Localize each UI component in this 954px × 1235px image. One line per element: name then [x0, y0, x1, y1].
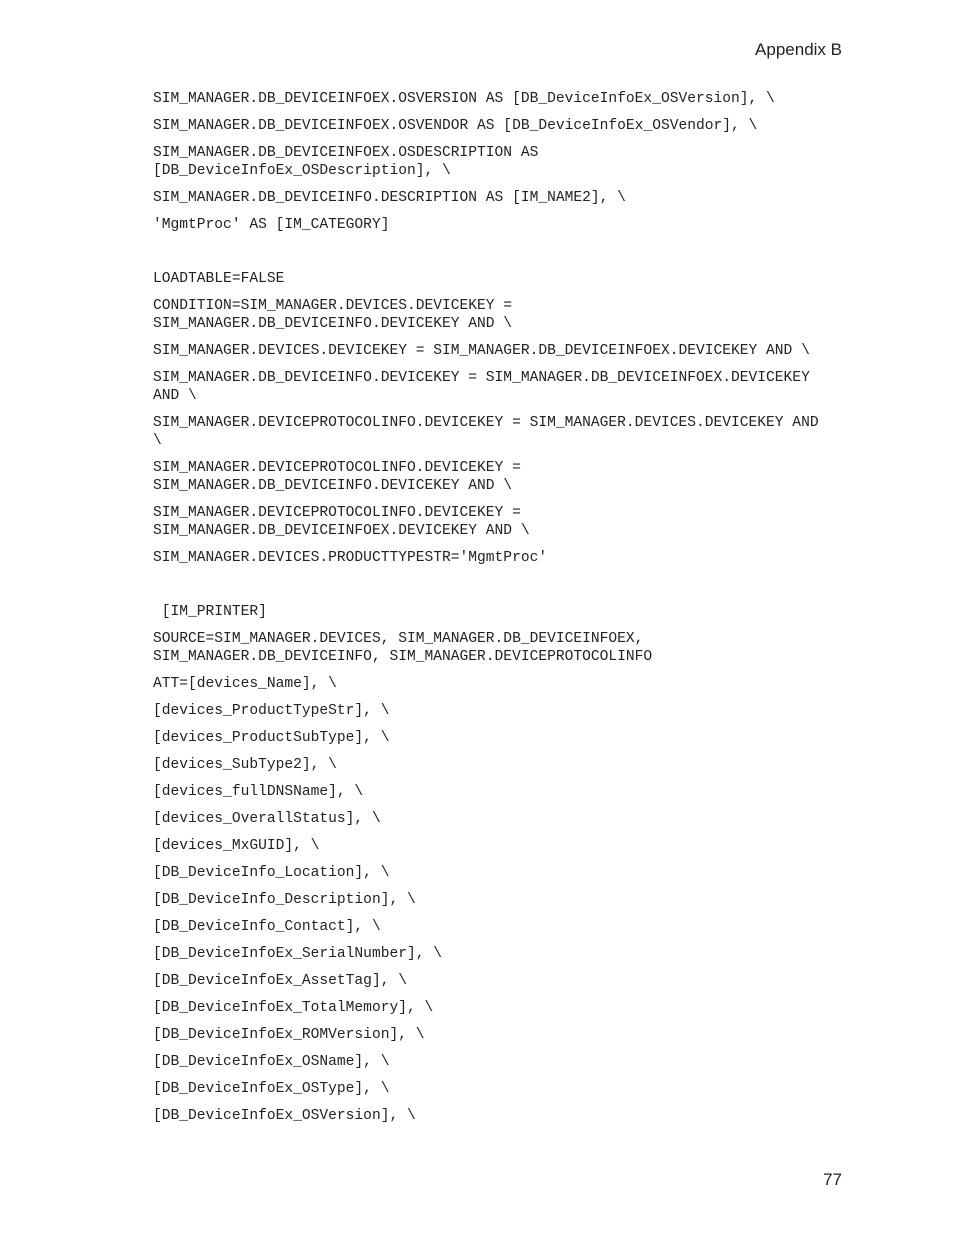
- code-line: SIM_MANAGER.DB_DEVICEINFOEX.OSVERSION AS [DB_DeviceInfoEx_OSVersion], \: [153, 91, 775, 107]
- code-line: [DB_DeviceInfo_Contact], \: [153, 919, 381, 935]
- blank-line: [153, 243, 873, 261]
- code-line: SIM_MANAGER.DB_DEVICEINFOEX.OSVENDOR AS [DB_DeviceInfoEx_OSVendor], \: [153, 118, 758, 134]
- code-line: SIM_MANAGER.DEVICEPROTOCOLINFO.DEVICEKEY = SIM_MANAGER.DB_DEVICEINFO.DEVICEKEY AND \: [153, 460, 521, 494]
- code-line: [DB_DeviceInfoEx_SerialNumber], \: [153, 946, 443, 962]
- code-line: [DB_DeviceInfoEx_AssetTag], \: [153, 973, 407, 989]
- code-line: [DB_DeviceInfo_Location], \: [153, 865, 390, 881]
- code-line: [devices_OverallStatus], \: [153, 811, 381, 827]
- section-heading: [IM_PRINTER]: [153, 604, 267, 620]
- code-line: [DB_DeviceInfoEx_OSType], \: [153, 1081, 390, 1097]
- blank-line: [153, 576, 873, 594]
- code-line: [DB_DeviceInfoEx_ROMVersion], \: [153, 1027, 425, 1043]
- page-number: 77: [823, 1170, 842, 1189]
- code-listing: [153, 90, 873, 1134]
- code-line: [devices_ProductTypeStr], \: [153, 703, 390, 719]
- code-line: SIM_MANAGER.DEVICES.DEVICEKEY = SIM_MANAGER.DB_DEVICEINFOEX.DEVICEKEY AND \: [153, 343, 810, 359]
- code-line: SIM_MANAGER.DB_DEVICEINFO.DEVICEKEY = SIM_MANAGER.DB_DEVICEINFOEX.DEVICEKEY AND \: [153, 370, 810, 404]
- code-line: ATT=[devices_Name], \: [153, 676, 337, 692]
- code-line: SIM_MANAGER.DB_DEVICEINFO.DESCRIPTION AS [IM_NAME2], \: [153, 190, 626, 206]
- code-line: SIM_MANAGER.DEVICEPROTOCOLINFO.DEVICEKEY = SIM_MANAGER.DB_DEVICEINFOEX.DEVICEKEY AND \: [153, 505, 530, 539]
- code-line: [devices_fullDNSName], \: [153, 784, 364, 800]
- code-line: [devices_ProductSubType], \: [153, 730, 390, 746]
- code-line: [DB_DeviceInfoEx_TotalMemory], \: [153, 1000, 434, 1016]
- code-line: [DB_DeviceInfoEx_OSName], \: [153, 1054, 390, 1070]
- code-line: [devices_MxGUID], \: [153, 838, 320, 854]
- code-line: [DB_DeviceInfoEx_OSVersion], \: [153, 1108, 416, 1124]
- code-line: LOADTABLE=FALSE: [153, 271, 285, 287]
- code-line: SOURCE=SIM_MANAGER.DEVICES, SIM_MANAGER.DB_DEVICEINFOEX, SIM_MANAGER.DB_DEVICEINFO, SIM_MANAGER.DEVICEPROTOCOLINFO: [153, 631, 653, 665]
- code-line: SIM_MANAGER.DB_DEVICEINFOEX.OSDESCRIPTION AS [DB_DeviceInfoEx_OSDescription], \: [153, 145, 539, 179]
- code-line: CONDITION=SIM_MANAGER.DEVICES.DEVICEKEY = SIM_MANAGER.DB_DEVICEINFO.DEVICEKEY AND \: [153, 298, 513, 332]
- code-line: [DB_DeviceInfo_Description], \: [153, 892, 416, 908]
- code-line: SIM_MANAGER.DEVICEPROTOCOLINFO.DEVICEKEY = SIM_MANAGER.DEVICES.DEVICEKEY AND \: [153, 415, 819, 449]
- running-header: Appendix B: [755, 40, 842, 59]
- code-line: [devices_SubType2], \: [153, 757, 337, 773]
- code-line: SIM_MANAGER.DEVICES.PRODUCTTYPESTR='MgmtProc': [153, 550, 548, 566]
- code-line: 'MgmtProc' AS [IM_CATEGORY]: [153, 217, 390, 233]
